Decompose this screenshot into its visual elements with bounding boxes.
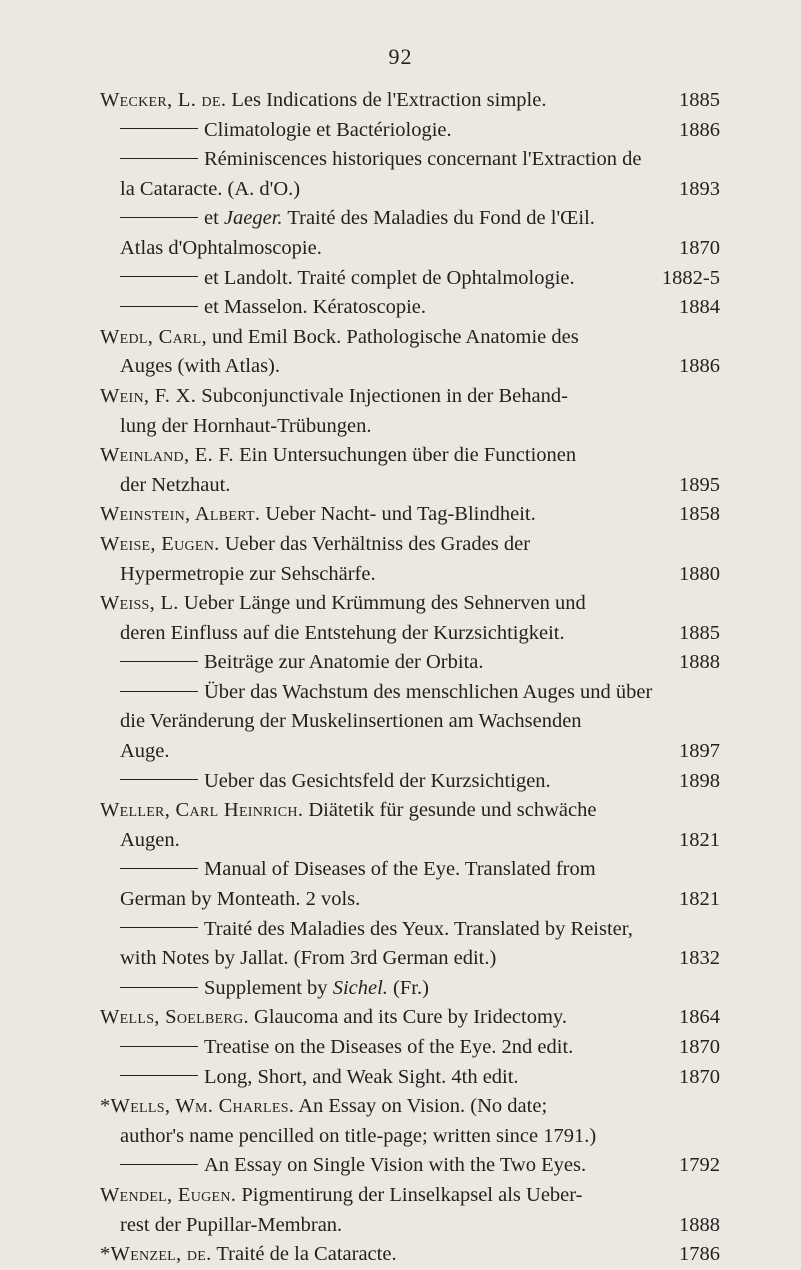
entry-text: Subconjunctivale Injectionen in der Behand- xyxy=(196,384,568,407)
entry-line xyxy=(100,441,720,471)
entry-text: deren Einfluss auf die Entstehung der Kurzsichtigkeit. xyxy=(120,621,565,644)
entry-year: 1821 xyxy=(679,888,720,911)
ditto-dash xyxy=(120,779,198,780)
entry-line xyxy=(100,86,720,116)
ditto-dash xyxy=(120,306,198,307)
entry-year: 1886 xyxy=(679,355,720,378)
entry-author: *Wenzel, de. xyxy=(100,1243,212,1266)
ditto-dash xyxy=(120,1046,198,1047)
entry-author: Wendel, Eugen. xyxy=(100,1183,237,1206)
entry-line xyxy=(100,1063,720,1093)
entry-year: 1893 xyxy=(679,177,720,200)
entry-text: An Essay on Vision. (No date; xyxy=(294,1095,548,1118)
entry-text: lung der Hornhaut-Trübungen. xyxy=(120,414,372,437)
entry-line xyxy=(100,352,720,382)
entry-line xyxy=(100,944,720,974)
entry-text: et Landolt. Traité complet de Ophtalmologie. xyxy=(204,266,575,289)
ditto-dash xyxy=(120,927,198,928)
entry-text: Diätetik für gesunde und schwäche xyxy=(303,799,597,822)
entry-author: Wecker, L. de. xyxy=(100,89,227,111)
entry-line xyxy=(100,737,720,767)
entry-text: Hypermetropie zur Sehschärfe. xyxy=(120,562,376,585)
entry-text: et xyxy=(204,207,224,230)
entry-line xyxy=(100,530,720,560)
ditto-dash xyxy=(120,128,198,129)
entry-text-italic: Jaeger. xyxy=(223,207,283,230)
entry-text: der Netzhaut. xyxy=(120,473,231,496)
entry-line xyxy=(100,293,720,323)
ditto-dash xyxy=(120,868,198,869)
entry-line xyxy=(100,1122,720,1152)
entry-year: 1880 xyxy=(679,562,720,585)
entry-line xyxy=(100,796,720,826)
entry-text: An Essay on Single Vision with the Two Eyes. xyxy=(204,1154,587,1177)
entry-author: Weller, Carl Heinrich. xyxy=(100,799,304,822)
entry-text: und Emil Bock. Pathologische Anatomie des xyxy=(206,325,579,348)
entry-author: Wedl, Carl, xyxy=(100,325,207,348)
entry-year: 1884 xyxy=(679,296,720,319)
entry-line xyxy=(100,382,720,412)
entry-year: 1792 xyxy=(679,1154,720,1177)
entry-line xyxy=(100,678,720,708)
entry-year: 1870 xyxy=(679,1065,720,1088)
entry-line xyxy=(100,175,720,205)
entry-year: 1885 xyxy=(679,621,720,644)
entry-year: 1870 xyxy=(679,236,720,259)
entry-text: Ueber Nacht- und Tag-Blindheit. xyxy=(260,503,536,526)
entry-text: Auges (with Atlas). xyxy=(120,355,280,378)
entry-text: Manual of Diseases of the Eye. Translated from xyxy=(204,858,596,881)
entry-text: with Notes by Jallat. (From 3rd German edit.) xyxy=(120,947,497,970)
entry-text: Pigmentirung der Linselkapsel als Ueber- xyxy=(236,1183,583,1206)
entry-text: author's name pencilled on title-page; written since 1791.) xyxy=(120,1124,597,1147)
entry-line xyxy=(100,234,720,264)
page-number: 92 xyxy=(388,44,413,69)
entry-text: Climatologie et Bactériologie. xyxy=(204,118,452,141)
entry-author: Wells, Soelberg. xyxy=(100,1006,249,1029)
entry-year: 1888 xyxy=(679,651,720,674)
entry-author: Weinland, E. F. xyxy=(100,444,234,467)
entry-text: Treatise on the Diseases of the Eye. 2nd edit. xyxy=(204,1036,574,1058)
entry-text: Traité de la Cataracte. xyxy=(211,1243,397,1266)
ditto-dash xyxy=(120,691,198,692)
entry-text: Traité des Maladies des Yeux. Translated by Reister, xyxy=(204,917,633,940)
entry-text: Atlas d'Ophtalmoscopie. xyxy=(120,236,322,259)
entry-line xyxy=(100,1151,720,1181)
entry-line xyxy=(100,589,720,619)
entry-year: 1864 xyxy=(679,1006,720,1029)
entry-line xyxy=(100,116,720,146)
entry-line xyxy=(100,471,720,501)
entry-year: 1888 xyxy=(679,1213,720,1236)
entry-line xyxy=(100,1211,720,1241)
entry-text: Über das Wachstum des menschlichen Auges und über xyxy=(204,680,653,703)
entry-text: German by Monteath. 2 vols. xyxy=(120,888,361,911)
entry-line xyxy=(100,1003,720,1033)
entry-text: la Cataracte. (A. d'O.) xyxy=(120,177,301,200)
entry-line xyxy=(100,1240,720,1270)
entry-year: 1832 xyxy=(679,947,720,970)
entry-line xyxy=(100,767,720,797)
entry-author: Wein, F. X. xyxy=(100,384,197,407)
entry-line xyxy=(100,707,720,737)
ditto-dash xyxy=(120,158,198,159)
entry-text: Ueber das Verhältniss des Grades der xyxy=(219,532,531,555)
entry-author: *Wells, Wm. Charles. xyxy=(100,1095,295,1118)
entry-text: Ein Untersuchungen über die Functionen xyxy=(233,444,577,467)
entry-line xyxy=(100,412,720,442)
entry-text: Traité des Maladies du Fond de l'Œil. xyxy=(282,207,595,230)
entry-text: Beiträge zur Anatomie der Orbita. xyxy=(204,651,484,674)
entry-line xyxy=(100,826,720,856)
entry-text: Supplement by xyxy=(204,976,333,999)
entry-text: Auge. xyxy=(120,740,170,763)
entry-line xyxy=(100,648,720,678)
entry-text: Ueber das Gesichtsfeld der Kurzsichtigen. xyxy=(204,769,551,792)
entry-year: 1870 xyxy=(679,1036,720,1058)
entry-line xyxy=(100,1092,720,1122)
entry-line xyxy=(100,1181,720,1211)
entry-text: Réminiscences historiques concernant l'Extraction de xyxy=(204,148,642,171)
ditto-dash xyxy=(120,1075,198,1076)
entry-year: 1786 xyxy=(679,1243,720,1266)
entry-line xyxy=(100,915,720,945)
entry-line xyxy=(100,500,720,530)
entry-line xyxy=(100,323,720,353)
ditto-dash xyxy=(120,661,198,662)
entry-text: die Veränderung der Muskelinsertionen am Wachsenden xyxy=(120,710,582,733)
entry-text: Augen. xyxy=(120,828,180,851)
entry-author: Weise, Eugen. xyxy=(100,532,220,555)
entry-year: 1886 xyxy=(679,118,720,141)
entry-line xyxy=(100,204,720,234)
entry-text: rest der Pupillar-Membran. xyxy=(120,1213,343,1236)
entry-author: Weiss, L. xyxy=(100,592,179,615)
entry-year: 1882-5 xyxy=(661,266,720,289)
entry-line xyxy=(100,560,720,590)
entry-text: (Fr.) xyxy=(387,976,429,999)
bibliography-list xyxy=(100,86,720,1270)
entry-line xyxy=(100,619,720,649)
entry-line xyxy=(100,1033,720,1063)
entry-year: 1897 xyxy=(679,740,720,763)
entry-author: Weinstein, Albert. xyxy=(100,503,261,526)
entry-text: Ueber Länge und Krümmung des Sehnerven und xyxy=(178,592,586,615)
entry-text-italic: Sichel. xyxy=(332,976,388,999)
entry-text: et Masselon. Kératoscopie. xyxy=(204,296,427,319)
entry-line xyxy=(100,264,720,294)
entry-year: 1821 xyxy=(679,828,720,851)
entry-line xyxy=(100,855,720,885)
entry-line xyxy=(100,885,720,915)
entry-year: 1895 xyxy=(679,473,720,496)
entry-year: 1898 xyxy=(679,769,720,792)
entry-year: 1885 xyxy=(679,89,720,111)
entry-year: 1858 xyxy=(679,503,720,526)
ditto-dash xyxy=(120,987,198,988)
ditto-dash xyxy=(120,1164,198,1165)
entry-text: Les Indications de l'Extraction simple. xyxy=(226,89,547,111)
entry-text: Glaucoma and its Cure by Iridectomy. xyxy=(248,1006,567,1029)
entry-line xyxy=(100,145,720,175)
ditto-dash xyxy=(120,217,198,218)
entry-text: Long, Short, and Weak Sight. 4th edit. xyxy=(204,1065,519,1088)
ditto-dash xyxy=(120,276,198,277)
entry-line xyxy=(100,974,720,1004)
